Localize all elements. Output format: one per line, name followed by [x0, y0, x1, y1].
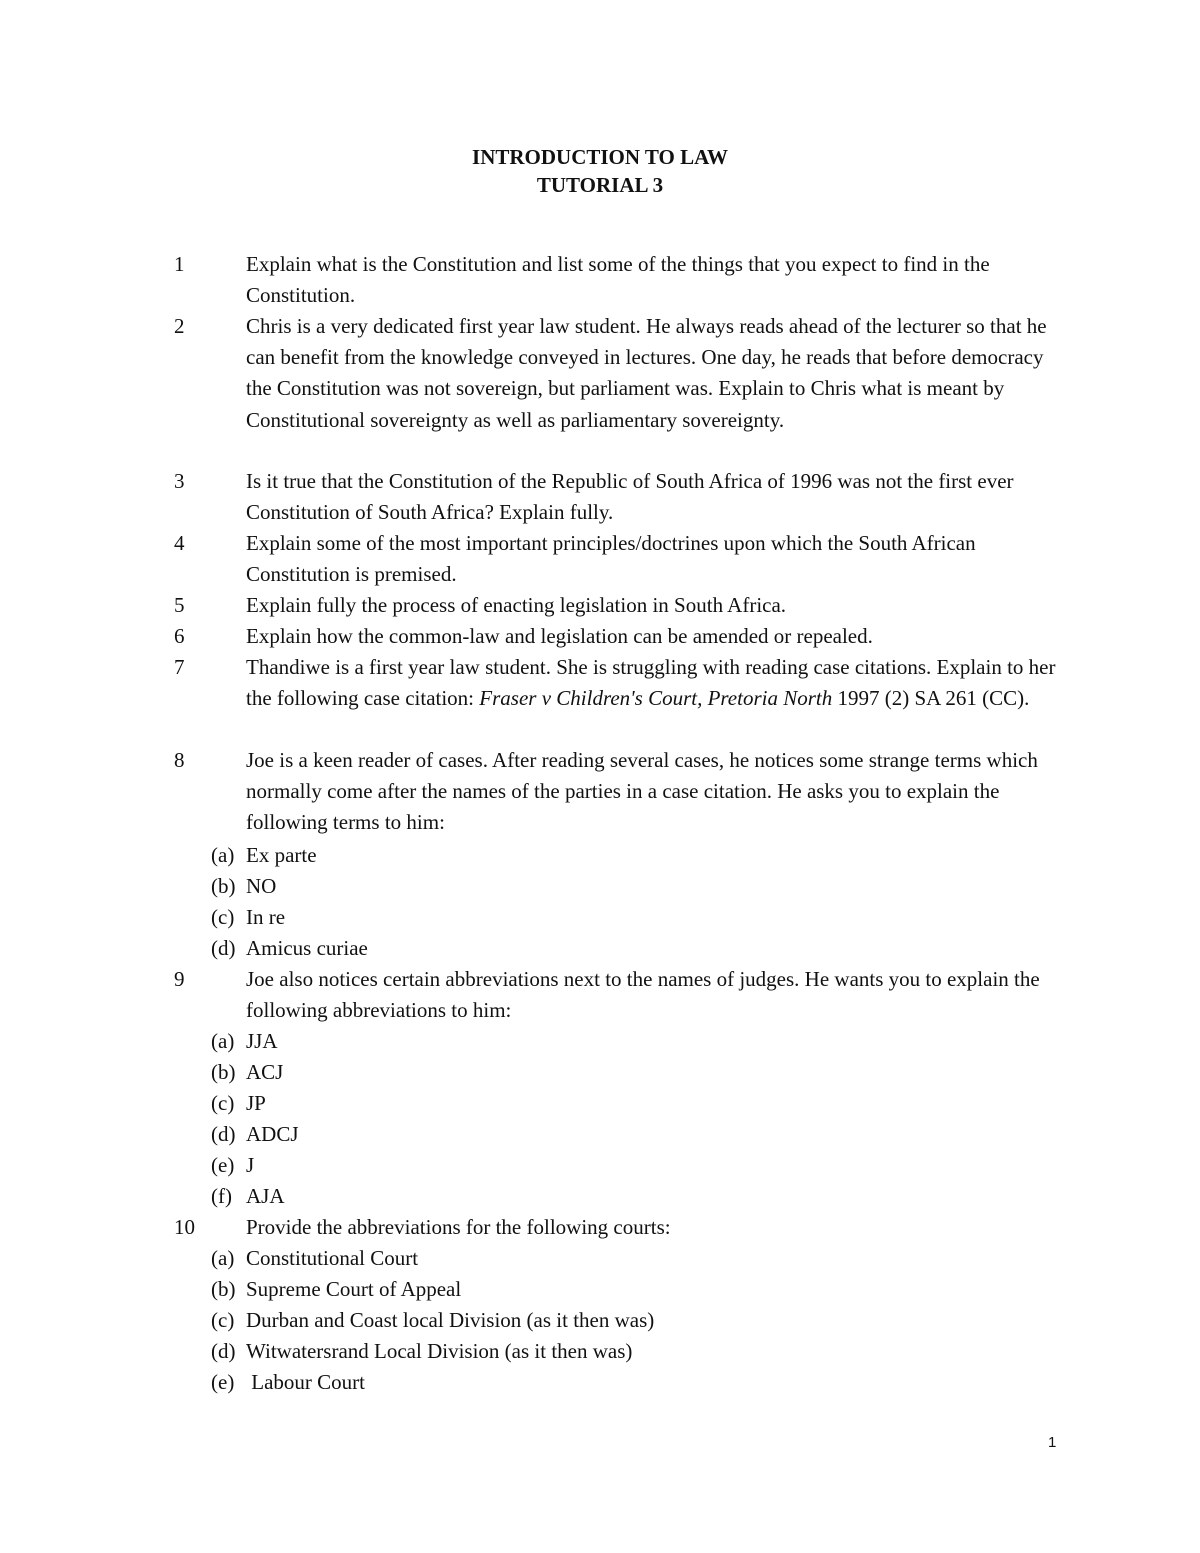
item-label: (b): [211, 1277, 236, 1301]
question-number: 8: [174, 748, 185, 772]
case-name: Fraser v Children's Court, Pretoria North: [479, 686, 833, 711]
item-text: Constitutional Court: [246, 1246, 419, 1270]
question-4: [174, 528, 1074, 590]
question-8: [174, 745, 1074, 839]
item-text: NO: [246, 874, 277, 898]
list-item: [211, 1088, 266, 1119]
item-label: (c): [211, 905, 235, 929]
item-label: (c): [211, 1091, 235, 1115]
item-label: (a): [211, 1246, 235, 1270]
question-number: 4: [174, 531, 185, 555]
list-item: [211, 902, 285, 933]
question-text: Is it true that the Constitution of the Republic of South Africa of 1996 was not the first ever Constitution of South Africa? Explain fully.: [246, 469, 1014, 525]
item-label: (c): [211, 1308, 235, 1332]
page-number: 1: [1048, 1434, 1057, 1451]
item-text: Supreme Court of Appeal: [246, 1277, 462, 1301]
question-9: [174, 964, 1074, 1026]
item-text: Labour Court: [246, 1370, 365, 1394]
item-label: (a): [211, 1029, 235, 1053]
question-6: [174, 621, 1074, 652]
question-number: 6: [174, 624, 185, 648]
list-item: [211, 840, 317, 871]
question-7: [174, 652, 1074, 714]
question-number: 7: [174, 655, 185, 679]
list-item: [211, 933, 368, 964]
question-text-start: Thandiwe is a first year law student. She is struggling with reading case citations. Explain to her the following case citation:: [246, 655, 1056, 711]
item-label: (b): [211, 874, 236, 898]
item-text: In re: [246, 905, 286, 929]
item-text: J: [246, 1153, 255, 1177]
question-text: Explain some of the most important principles/doctrines upon which the South African Constitution is premised.: [246, 531, 976, 587]
item-text: Witwatersrand Local Division (as it then was): [246, 1339, 633, 1363]
item-label: (e): [211, 1370, 235, 1394]
list-item: [211, 1336, 632, 1367]
question-text: [246, 652, 1074, 714]
question-10: [174, 1212, 1074, 1243]
item-label: (f): [211, 1184, 232, 1208]
question-number: 1: [174, 252, 185, 276]
question-2: [174, 311, 1074, 436]
item-text: JJA: [246, 1029, 278, 1053]
question-text: Chris is a very dedicated first year law student. He always reads ahead of the lecturer so that he can benefit from the knowledge conveyed in lectures. One day, he reads that before democracy the Constitution was not sovereign, but parliament was. Explain to Chris what is meant by Constitutional sovereignty as well as parliamentary sovereignty.: [246, 314, 1047, 432]
question-1: [174, 249, 1074, 311]
list-item: [211, 1367, 365, 1398]
list-item: [211, 1150, 254, 1181]
document-subtitle: TUTORIAL 3: [536, 173, 664, 197]
item-text: JP: [246, 1091, 266, 1115]
question-text: Joe also notices certain abbreviations next to the names of judges. He wants you to explain the following abbreviations to him:: [246, 967, 1040, 1023]
item-label: (d): [211, 1122, 236, 1146]
question-number: 2: [174, 314, 185, 338]
list-item: [211, 871, 276, 902]
question-text: Explain fully the process of enacting legislation in South Africa.: [246, 593, 787, 617]
question-text: Provide the abbreviations for the following courts:: [246, 1215, 671, 1239]
list-item: [211, 1026, 278, 1057]
question-number: 9: [174, 967, 185, 991]
item-text: Ex parte: [246, 843, 317, 867]
case-citation: 1997 (2) SA 261 (CC).: [832, 686, 1030, 711]
question-number: 3: [174, 469, 185, 493]
item-label: (d): [211, 936, 236, 960]
question-3: [174, 466, 1074, 528]
list-item: [211, 1057, 283, 1088]
list-item: [211, 1274, 461, 1305]
question-number: 10: [174, 1215, 195, 1239]
item-label: (a): [211, 843, 235, 867]
list-item: [211, 1305, 654, 1336]
item-text: Amicus curiae: [246, 936, 368, 960]
item-text: Durban and Coast local Division (as it then was): [246, 1308, 655, 1332]
item-text: AJA: [246, 1184, 285, 1208]
list-item: [211, 1243, 418, 1274]
item-label: (d): [211, 1339, 236, 1363]
item-label: (b): [211, 1060, 236, 1084]
question-text: Explain what is the Constitution and list some of the things that you expect to find in the Constitution.: [246, 252, 990, 308]
question-number: 5: [174, 593, 185, 617]
item-text: ACJ: [246, 1060, 284, 1084]
question-text: Joe is a keen reader of cases. After reading several cases, he notices some strange terms which normally come after the names of the parties in a case citation. He asks you to explain the following terms to him:: [246, 748, 1038, 835]
list-item: [211, 1181, 285, 1212]
item-label: (e): [211, 1153, 235, 1177]
item-text: ADCJ: [246, 1122, 299, 1146]
list-item: [211, 1119, 299, 1150]
question-text: Explain how the common-law and legislation can be amended or repealed.: [246, 624, 873, 648]
document-title: INTRODUCTION TO LAW: [472, 145, 728, 169]
question-5: [174, 590, 1074, 621]
